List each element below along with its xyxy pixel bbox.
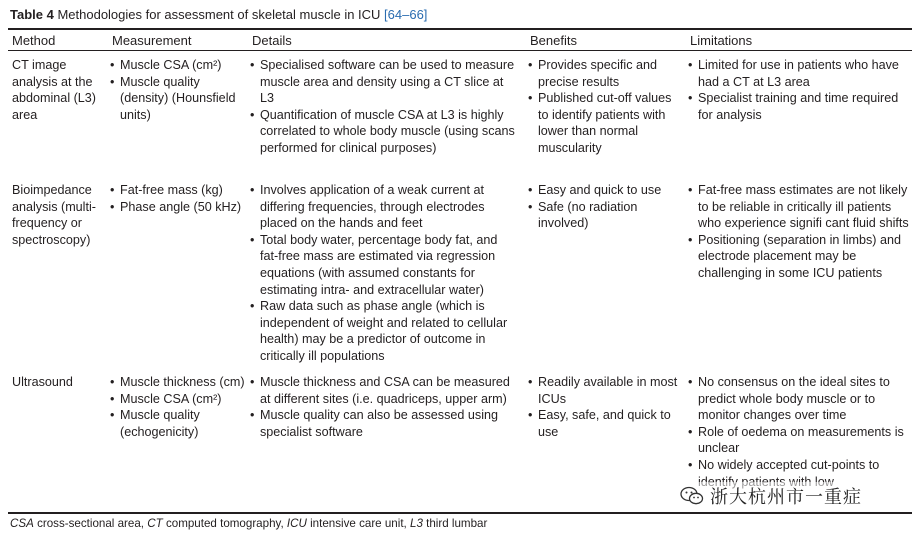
list-item: • Phase angle (50 kHz)	[110, 199, 245, 216]
row-ct-details	[250, 57, 518, 157]
header-benefits: Benefits	[530, 33, 577, 48]
list-item: • Muscle quality (density) (Hounsfield units)	[110, 74, 245, 124]
footnote-text: cross-sectional area,	[33, 517, 148, 530]
row-bia-details	[250, 182, 518, 365]
list-item: • Raw data such as phase angle (which is independent of weight and related to cellular health) may be a predictor of outcome in critically ill populations	[250, 298, 518, 364]
list-item: • Muscle quality (echogenicity)	[110, 407, 245, 440]
list-item: • Muscle thickness (cm)	[110, 374, 245, 391]
list-item: • Specialised software can be used to measure muscle area and density using a CT slice at L3	[250, 57, 518, 107]
table-footnote	[10, 517, 487, 531]
list-item: • No consensus on the ideal sites to predict whole body muscle or to monitor changes over time	[688, 374, 912, 424]
row-ct-limitations	[688, 57, 912, 123]
list-item: • No widely accepted cut-points to	[688, 457, 912, 490]
footnote-text: computed tomography,	[162, 517, 287, 530]
list-item: • Role of oedema on measurements is unclear	[688, 424, 912, 457]
table-caption	[10, 6, 427, 23]
footnote-abbr: CSA	[10, 517, 34, 530]
list-item: • Total body water, percentage body fat, and fat-free mass are estimated via regression equations (with assumed constants for estimating intra- and extracellular water)	[250, 232, 518, 298]
list-item: • Muscle CSA (cm²)	[110, 391, 245, 408]
footnote-text: intensive care unit,	[306, 517, 410, 530]
table-label: Table 4	[10, 7, 54, 22]
list-item: • Muscle CSA (cm²)	[110, 57, 245, 74]
bottom-rule	[8, 512, 912, 514]
list-item: • Limited for use in patients who have had a CT at L3 area	[688, 57, 912, 90]
header-limitations: Limitations	[690, 33, 753, 48]
row-us-details	[250, 374, 518, 440]
row-ct-measurement	[110, 57, 245, 123]
row-bia-method: Bioimpedance analysis (multi-frequency or spectroscopy)	[12, 183, 96, 247]
row-bia-measurement	[110, 182, 245, 215]
header-rule	[8, 50, 912, 51]
footnote-abbr: CT	[147, 517, 163, 530]
list-item: • Provides specific and precise results	[528, 57, 683, 90]
footnote-text: third lumbar	[422, 517, 488, 530]
reference-link[interactable]: [64–66]	[384, 7, 428, 22]
table-title: Methodologies for assessment of skeletal muscle in ICU	[53, 7, 385, 22]
watermark-text: 浙大杭州市一重症	[710, 487, 862, 508]
row-bia-benefits	[528, 182, 683, 232]
list-item: • Fat-free mass (kg)	[110, 182, 245, 199]
top-rule	[8, 28, 912, 30]
row-us-benefits	[528, 374, 683, 440]
list-item: • Easy and quick to use	[528, 182, 683, 199]
row-ct-method: CT image analysis at the abdominal (L3) area	[12, 58, 97, 122]
row-us-limitations	[688, 374, 912, 490]
list-item: • Fat-free mass estimates are not likely to be reliable in critically ill patients who experience signifi cant fluid shifts	[688, 182, 912, 232]
row-us-method: Ultrasound	[12, 375, 73, 389]
list-item: • Easy, safe, and quick to use	[528, 407, 683, 440]
list-item: • Readily available in most ICUs	[528, 374, 683, 407]
wechat-icon	[680, 486, 704, 506]
header-method: Method	[12, 33, 56, 48]
list-item: • Muscle thickness and CSA can be measured at different sites (i.e. quadriceps, upper arm)	[250, 374, 518, 407]
row-us-measurement	[110, 374, 245, 440]
header-details: Details	[252, 33, 292, 48]
list-item: • Safe (no radiation involved)	[528, 199, 683, 232]
watermark	[676, 482, 866, 510]
header-measurement: Measurement	[112, 33, 192, 48]
row-bia-limitations	[688, 182, 912, 282]
list-item: • Positioning (separation in limbs) and electrode placement may be challenging in some ICU patients	[688, 232, 912, 282]
list-item: • Quantification of muscle CSA at L3 is highly correlated to whole body muscle (using scans performed for clinical purposes)	[250, 107, 518, 157]
list-item: • Specialist training and time required for analysis	[688, 90, 912, 123]
row-ct-benefits	[528, 57, 683, 157]
list-item: • Involves application of a weak current at differing frequencies, through electrodes placed on the hands and feet	[250, 182, 518, 232]
footnote-abbr: ICU	[286, 517, 307, 530]
footnote-abbr: L3	[410, 517, 423, 530]
list-item: • Muscle quality can also be assessed using specialist software	[250, 407, 518, 440]
list-item: • Published cut-off values to identify patients with lower than normal muscularity	[528, 90, 683, 156]
